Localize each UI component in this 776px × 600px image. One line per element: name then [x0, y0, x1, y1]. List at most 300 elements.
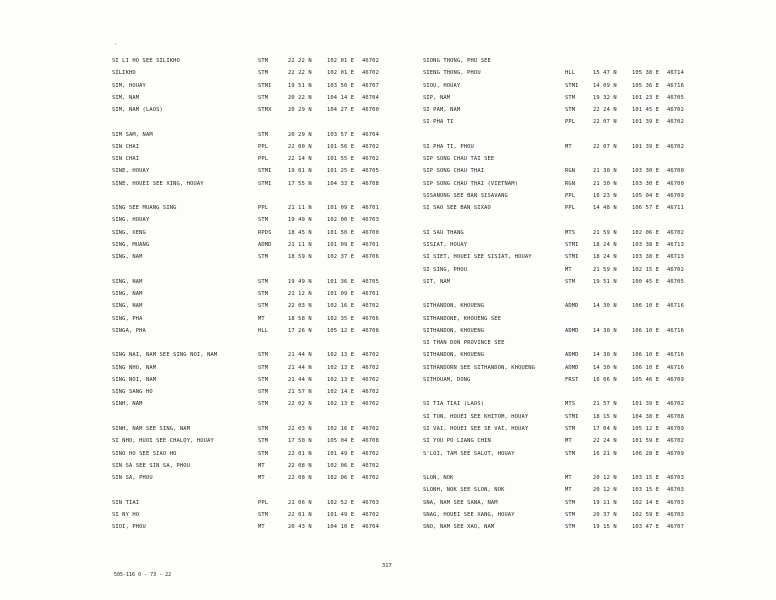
- feature-type: STM: [258, 94, 269, 101]
- place-name: SI PHA TI: [423, 119, 454, 126]
- latitude: 19 32 N: [593, 94, 617, 101]
- place-name: SIN CHAI: [112, 156, 140, 163]
- map-sheet: 46707: [667, 524, 684, 531]
- longitude: 101 23 E: [632, 94, 660, 101]
- right-gazetteer-column: [423, 55, 776, 533]
- latitude: 22 01 N: [288, 450, 312, 457]
- feature-type: STM: [258, 58, 269, 64]
- gazetteer-entry: [423, 276, 776, 288]
- map-sheet: 46711: [667, 205, 684, 212]
- feature-type: HLL: [258, 327, 269, 334]
- feature-type: RGN: [565, 180, 576, 187]
- latitude: 22 08 N: [288, 462, 312, 469]
- feature-type: STMI: [258, 82, 272, 89]
- longitude: 103 15 E: [632, 487, 660, 494]
- map-sheet: 46714: [667, 70, 684, 77]
- feature-type: STM: [565, 94, 576, 101]
- latitude: 19 49 N: [288, 217, 312, 224]
- gazetteer-entry: [423, 398, 776, 410]
- latitude: 21 59 N: [593, 266, 617, 273]
- latitude: 19 01 N: [288, 168, 312, 175]
- latitude: 21 44 N: [288, 376, 312, 383]
- feature-type: STMX: [258, 107, 272, 114]
- place-name: SINH, NAM SEE SING, NAM: [112, 425, 191, 432]
- place-name: SIN SA SEE SIN SA, PHOU: [112, 462, 191, 469]
- map-sheet: 46702: [362, 450, 379, 457]
- place-name: SISANONG SEE BAN SISAVANG: [423, 192, 508, 199]
- feature-type: STM: [565, 425, 576, 432]
- feature-type: STM: [258, 438, 269, 445]
- place-name: SIN TIAI: [112, 499, 140, 506]
- longitude: 103 38 E: [632, 254, 660, 261]
- place-name: SI SAO SEE BAN SIXAO: [423, 205, 491, 212]
- longitude: 103 15 E: [632, 475, 660, 482]
- place-name: SLON, NOK: [423, 475, 454, 482]
- feature-type: STM: [565, 107, 576, 114]
- gazetteer-entry: [423, 435, 776, 447]
- feature-type: ADMD: [565, 364, 579, 371]
- map-sheet: 46703: [362, 499, 379, 506]
- place-name: SI THAN DON PROVINCE SEE: [423, 340, 505, 347]
- place-name: SING, HOUAY: [112, 217, 150, 224]
- gazetteer-entry: [423, 239, 776, 251]
- map-sheet: 46702: [667, 107, 684, 114]
- feature-type: STM: [258, 217, 269, 224]
- gazetteer-entry: [423, 227, 776, 239]
- map-sheet: 46702: [667, 401, 684, 408]
- map-sheet: 46702: [362, 143, 379, 150]
- map-sheet: 46706: [362, 315, 379, 322]
- map-sheet: 46713: [667, 254, 684, 261]
- longitude: 103 38 E: [632, 241, 660, 248]
- place-name: SI SAU THANG: [423, 229, 464, 236]
- map-sheet: 46706: [362, 254, 379, 261]
- feature-type: STM: [258, 131, 269, 138]
- feature-type: MT: [565, 143, 572, 150]
- feature-type: STM: [258, 401, 269, 408]
- print-code: 505-116 O - 73 - 22: [114, 572, 172, 578]
- latitude: 21 12 N: [288, 291, 312, 298]
- place-name: SIN CHAI: [112, 143, 140, 150]
- place-name: SI SIET, HOUEI SEE SISIAT, HOUAY: [423, 254, 532, 261]
- place-name: SING, NAM: [112, 254, 143, 261]
- map-sheet: 46702: [667, 143, 684, 150]
- gazetteer-entry: [423, 55, 776, 67]
- longitude: 103 50 E: [327, 82, 355, 89]
- longitude: 102 01 E: [327, 70, 355, 77]
- longitude: 106 57 E: [632, 205, 660, 212]
- gazetteer-entry: [423, 362, 776, 374]
- map-sheet: 46702: [362, 401, 379, 408]
- longitude: 102 59 E: [632, 511, 660, 518]
- feature-type: RGN: [565, 168, 576, 175]
- feature-type: MT: [565, 266, 572, 273]
- map-sheet: 46702: [667, 119, 684, 126]
- place-name: SIP SONG CHAU THAI: [423, 168, 485, 175]
- longitude: 105 46 E: [632, 376, 660, 383]
- longitude: 106 10 E: [632, 303, 660, 310]
- place-name: SI NY HO: [112, 511, 140, 518]
- place-name: SITHANDON, KHOUENG: [423, 352, 485, 359]
- longitude: 105 04 E: [632, 192, 660, 199]
- gazetteer-entry: [423, 104, 776, 116]
- place-name: SING, PHA: [112, 315, 143, 322]
- gazetteer-entry: [423, 472, 776, 484]
- map-sheet: 46708: [667, 413, 684, 420]
- feature-type: MTS: [565, 401, 576, 408]
- place-name: SINGA, PHA: [112, 327, 146, 334]
- map-sheet: 46705: [667, 278, 684, 285]
- latitude: 16 23 N: [593, 192, 617, 199]
- feature-type: MT: [258, 315, 265, 322]
- longitude: 104 38 E: [632, 413, 660, 420]
- latitude: 20 29 N: [288, 131, 312, 138]
- map-sheet: 46700: [362, 229, 379, 236]
- longitude: 101 25 E: [327, 168, 355, 175]
- feature-type: MT: [258, 524, 265, 531]
- latitude: 22 24 N: [593, 107, 617, 114]
- stray-mark: ·: [114, 42, 118, 48]
- latitude: 21 06 N: [288, 499, 312, 506]
- longitude: 103 47 E: [632, 524, 660, 531]
- longitude: 102 01 E: [327, 58, 355, 64]
- longitude: 102 15 E: [632, 266, 660, 273]
- map-sheet: 46702: [362, 511, 379, 518]
- map-sheet: 46716: [667, 327, 684, 334]
- feature-type: PPL: [565, 192, 576, 199]
- place-name: SI SING, PHOU: [423, 266, 468, 273]
- longitude: 102 06 E: [327, 462, 355, 469]
- map-sheet: 46702: [362, 303, 379, 310]
- map-sheet: 46700: [667, 180, 684, 187]
- place-name: SIP SONG CHAU TAI SEE: [423, 156, 495, 163]
- page-number: 317: [382, 563, 392, 569]
- latitude: 22 08 N: [288, 475, 312, 482]
- place-name: SIOU, HOUAY: [423, 82, 461, 89]
- gazetteer-entry: [423, 423, 776, 435]
- map-sheet: 46701: [362, 205, 379, 212]
- latitude: 17 50 N: [288, 438, 312, 445]
- feature-type: STM: [565, 278, 576, 285]
- place-name: SIM SAM, NAM: [112, 131, 153, 138]
- gazetteer-entry: [423, 313, 776, 325]
- map-sheet: 46702: [667, 266, 684, 273]
- feature-type: STMI: [565, 241, 579, 248]
- gazetteer-entry: [423, 264, 776, 276]
- gazetteer-entry: [423, 165, 776, 177]
- longitude: 101 55 E: [327, 156, 355, 163]
- place-name: SING, XENG: [112, 229, 146, 236]
- longitude: 104 27 E: [327, 107, 355, 114]
- longitude: 106 10 E: [632, 327, 660, 334]
- latitude: 18 45 N: [288, 229, 312, 236]
- map-sheet: 46702: [362, 376, 379, 383]
- place-name: SILIKHO: [112, 70, 136, 77]
- latitude: 17 04 N: [593, 425, 617, 432]
- map-sheet: 46702: [362, 352, 379, 359]
- place-name: SI PAM, NAM: [423, 107, 461, 114]
- longitude: 105 04 E: [327, 438, 355, 445]
- longitude: 102 06 E: [632, 229, 660, 236]
- feature-type: STM: [565, 450, 576, 457]
- feature-type: MT: [565, 438, 572, 445]
- latitude: 14 30 N: [593, 303, 617, 310]
- longitude: 101 59 E: [632, 438, 660, 445]
- latitude: 20 12 N: [593, 475, 617, 482]
- map-sheet: 46703: [362, 217, 379, 224]
- latitude: 19 51 N: [593, 278, 617, 285]
- place-name: SIN SA, PHOU: [112, 475, 153, 482]
- place-name: SITHANDONE, KHOUENG SEE: [423, 315, 502, 322]
- longitude: 102 13 E: [327, 352, 355, 359]
- feature-type: ADMD: [565, 303, 579, 310]
- place-name: SINE, HOUAY: [112, 168, 150, 175]
- gazetteer-entry: [423, 178, 776, 190]
- longitude: 101 39 E: [632, 143, 660, 150]
- place-name: SINH, NAM: [112, 401, 143, 408]
- map-sheet: 46702: [362, 58, 379, 64]
- feature-type: ADMD: [565, 327, 579, 334]
- latitude: 18 59 N: [288, 254, 312, 261]
- map-sheet: 46704: [362, 131, 379, 138]
- latitude: 17 55 N: [288, 180, 312, 187]
- place-name: SI VAI, HOUEI SEE SE VAI, HOUAY: [423, 425, 529, 432]
- map-sheet: 46702: [362, 389, 379, 396]
- gazetteer-entry: [423, 325, 776, 337]
- gazetteer-entry: [423, 67, 776, 79]
- longitude: 105 38 E: [632, 70, 660, 77]
- longitude: 101 09 E: [327, 241, 355, 248]
- latitude: 14 09 N: [593, 82, 617, 89]
- place-name: SING SEE MUANG SING: [112, 205, 177, 212]
- map-sheet: 46704: [362, 524, 379, 531]
- gazetteer-entry: [423, 386, 776, 398]
- map-sheet: 46716: [667, 82, 684, 89]
- map-sheet: 46709: [667, 192, 684, 199]
- latitude: 16 21 N: [593, 450, 617, 457]
- feature-type: RPDS: [258, 229, 272, 236]
- map-sheet: 46704: [362, 94, 379, 101]
- gazetteer-entry: [423, 80, 776, 92]
- longitude: 102 14 E: [632, 499, 660, 506]
- place-name: SNO, NAM SEE XAO, NAM: [423, 524, 495, 531]
- place-name: SINE, HOUEI SEE XING, HOUAY: [112, 180, 204, 187]
- latitude: 21 44 N: [288, 352, 312, 359]
- feature-type: STMI: [258, 180, 272, 187]
- map-sheet: 46713: [667, 241, 684, 248]
- feature-type: PPL: [258, 143, 269, 150]
- gazetteer-entry: [423, 337, 776, 349]
- feature-type: STM: [258, 254, 269, 261]
- latitude: 18 24 N: [593, 254, 617, 261]
- place-name: SIP SONG CHAU THAI (VIETNAM): [423, 180, 519, 187]
- place-name: SIENG THONG, PHOU: [423, 70, 481, 77]
- feature-type: STM: [258, 303, 269, 310]
- feature-type: PPL: [565, 205, 576, 212]
- longitude: 102 37 E: [327, 254, 355, 261]
- latitude: 22 02 N: [288, 401, 312, 408]
- gazetteer-entry: [423, 300, 776, 312]
- latitude: 22 07 N: [593, 119, 617, 126]
- feature-type: STMI: [258, 168, 272, 175]
- gazetteer-entry: [423, 521, 776, 533]
- gazetteer-entry: [423, 202, 776, 214]
- latitude: 19 15 N: [593, 524, 617, 531]
- feature-type: STM: [565, 499, 576, 506]
- latitude: 21 57 N: [288, 389, 312, 396]
- longitude: 102 13 E: [327, 376, 355, 383]
- place-name: SI PHA TI, PHOU: [423, 143, 474, 150]
- place-name: SI LI HO SEE SILIKHO: [112, 58, 180, 64]
- place-name: SING NAI, NAM SEE SING NOI, NAM: [112, 352, 218, 359]
- longitude: 101 56 E: [327, 143, 355, 150]
- gazetteer-entry: [423, 129, 776, 141]
- place-name: SI TUN, HOUEI SEE KHITOM, HOUAY: [423, 413, 529, 420]
- latitude: 19 51 N: [288, 82, 312, 89]
- place-name: SINO HO SEE SIAO HO: [112, 450, 177, 457]
- longitude: 103 30 E: [632, 168, 660, 175]
- feature-type: STM: [258, 376, 269, 383]
- longitude: 103 57 E: [327, 131, 355, 138]
- gazetteer-entry: [423, 411, 776, 423]
- map-sheet: 46708: [362, 327, 379, 334]
- latitude: 20 37 N: [593, 511, 617, 518]
- feature-type: ADMD: [565, 352, 579, 359]
- feature-type: STM: [258, 364, 269, 371]
- map-sheet: 46702: [362, 475, 379, 482]
- map-sheet: 46702: [362, 70, 379, 77]
- feature-type: STM: [258, 511, 269, 518]
- latitude: 22 03 N: [288, 425, 312, 432]
- longitude: 105 12 E: [632, 425, 660, 432]
- feature-type: STM: [565, 524, 576, 531]
- feature-type: STMI: [565, 254, 579, 261]
- gazetteer-entry: [423, 374, 776, 386]
- latitude: 22 22 N: [288, 58, 312, 64]
- latitude: 22 00 N: [288, 143, 312, 150]
- map-sheet: 46701: [362, 241, 379, 248]
- latitude: 15 47 N: [593, 70, 617, 77]
- longitude: 101 50 E: [327, 229, 355, 236]
- gazetteer-entry: [423, 92, 776, 104]
- longitude: 102 52 E: [327, 499, 355, 506]
- map-sheet: 46701: [362, 291, 379, 298]
- feature-type: STM: [258, 425, 269, 432]
- map-sheet: 46709: [667, 450, 684, 457]
- longitude: 101 09 E: [327, 291, 355, 298]
- longitude: 102 16 E: [327, 425, 355, 432]
- feature-type: STM: [258, 389, 269, 396]
- feature-type: MT: [258, 475, 265, 482]
- latitude: 21 44 N: [288, 364, 312, 371]
- place-name: SING NHO, NAM: [112, 364, 157, 371]
- gazetteer-entry: [423, 141, 776, 153]
- feature-type: MTS: [565, 229, 576, 236]
- longitude: 101 36 E: [327, 278, 355, 285]
- latitude: 18 24 N: [593, 241, 617, 248]
- latitude: 19 49 N: [288, 278, 312, 285]
- map-sheet: 46703: [667, 499, 684, 506]
- place-name: SING SANG HO: [112, 389, 153, 396]
- latitude: 21 11 N: [288, 241, 312, 248]
- map-sheet: 46707: [362, 82, 379, 89]
- gazetteer-entry: [423, 190, 776, 202]
- feature-type: PPL: [258, 156, 269, 163]
- latitude: 19 11 N: [593, 499, 617, 506]
- latitude: 14 48 N: [593, 205, 617, 212]
- feature-type: MT: [565, 487, 572, 494]
- latitude: 17 26 N: [288, 327, 312, 334]
- feature-type: STM: [258, 291, 269, 298]
- gazetteer-entry: [423, 349, 776, 361]
- place-name: SING, NAM: [112, 303, 143, 310]
- map-sheet: 46705: [667, 94, 684, 101]
- place-name: SITHANDON, KHOUENG: [423, 327, 485, 334]
- place-name: SI TIA TIAI (LAOS): [423, 401, 485, 408]
- map-sheet: 46709: [667, 425, 684, 432]
- place-name: SIONG THONG, PHU SEE: [423, 58, 491, 64]
- longitude: 105 36 E: [632, 82, 660, 89]
- longitude: 101 09 E: [327, 205, 355, 212]
- latitude: 22 14 N: [288, 156, 312, 163]
- latitude: 22 01 N: [288, 511, 312, 518]
- longitude: 102 35 E: [327, 315, 355, 322]
- latitude: 22 07 N: [593, 143, 617, 150]
- feature-type: PPL: [565, 119, 576, 126]
- latitude: 22 24 N: [593, 438, 617, 445]
- feature-type: MT: [258, 462, 265, 469]
- feature-type: STM: [258, 278, 269, 285]
- map-sheet: 46702: [362, 156, 379, 163]
- place-name: SLONH, NOK SEE SLON, NOK: [423, 487, 505, 494]
- map-sheet: 46702: [362, 364, 379, 371]
- gazetteer-entry: [423, 116, 776, 128]
- latitude: 18 15 N: [593, 413, 617, 420]
- longitude: 102 13 E: [327, 401, 355, 408]
- latitude: 20 43 N: [288, 524, 312, 531]
- place-name: SNAG, HOUEI SEE XANG, HOUAY: [423, 511, 515, 518]
- feature-type: STM: [258, 70, 269, 77]
- place-name: SING, NAM: [112, 291, 143, 298]
- latitude: 21 30 N: [593, 180, 617, 187]
- latitude: 20 12 N: [593, 487, 617, 494]
- place-name: SIT, NAM: [423, 278, 451, 285]
- place-name: SING NOI, NAM: [112, 376, 157, 383]
- latitude: 21 57 N: [593, 401, 617, 408]
- longitude: 102 13 E: [327, 364, 355, 371]
- feature-type: STM: [258, 352, 269, 359]
- map-sheet: 46708: [362, 438, 379, 445]
- place-name: SING, MUANG: [112, 241, 150, 248]
- feature-type: PPL: [258, 205, 269, 212]
- longitude: 106 28 E: [632, 450, 660, 457]
- map-sheet: 46702: [667, 438, 684, 445]
- map-sheet: 46705: [362, 278, 379, 285]
- longitude: 102 06 E: [327, 475, 355, 482]
- latitude: 21 30 N: [593, 168, 617, 175]
- place-name: SIM, HOUAY: [112, 82, 146, 89]
- place-name: SITHANDON, KHOUENG: [423, 303, 485, 310]
- longitude: 101 49 E: [327, 511, 355, 518]
- map-sheet: 46700: [362, 107, 379, 114]
- place-name: SITHANDORN SEE SITHANDON, KHOUENG: [423, 364, 536, 371]
- longitude: 101 45 E: [632, 107, 660, 114]
- feature-type: STM: [565, 511, 576, 518]
- longitude: 101 39 E: [632, 119, 660, 126]
- map-sheet: 46700: [667, 168, 684, 175]
- gazetteer-entry: [423, 509, 776, 521]
- longitude: 100 45 E: [632, 278, 660, 285]
